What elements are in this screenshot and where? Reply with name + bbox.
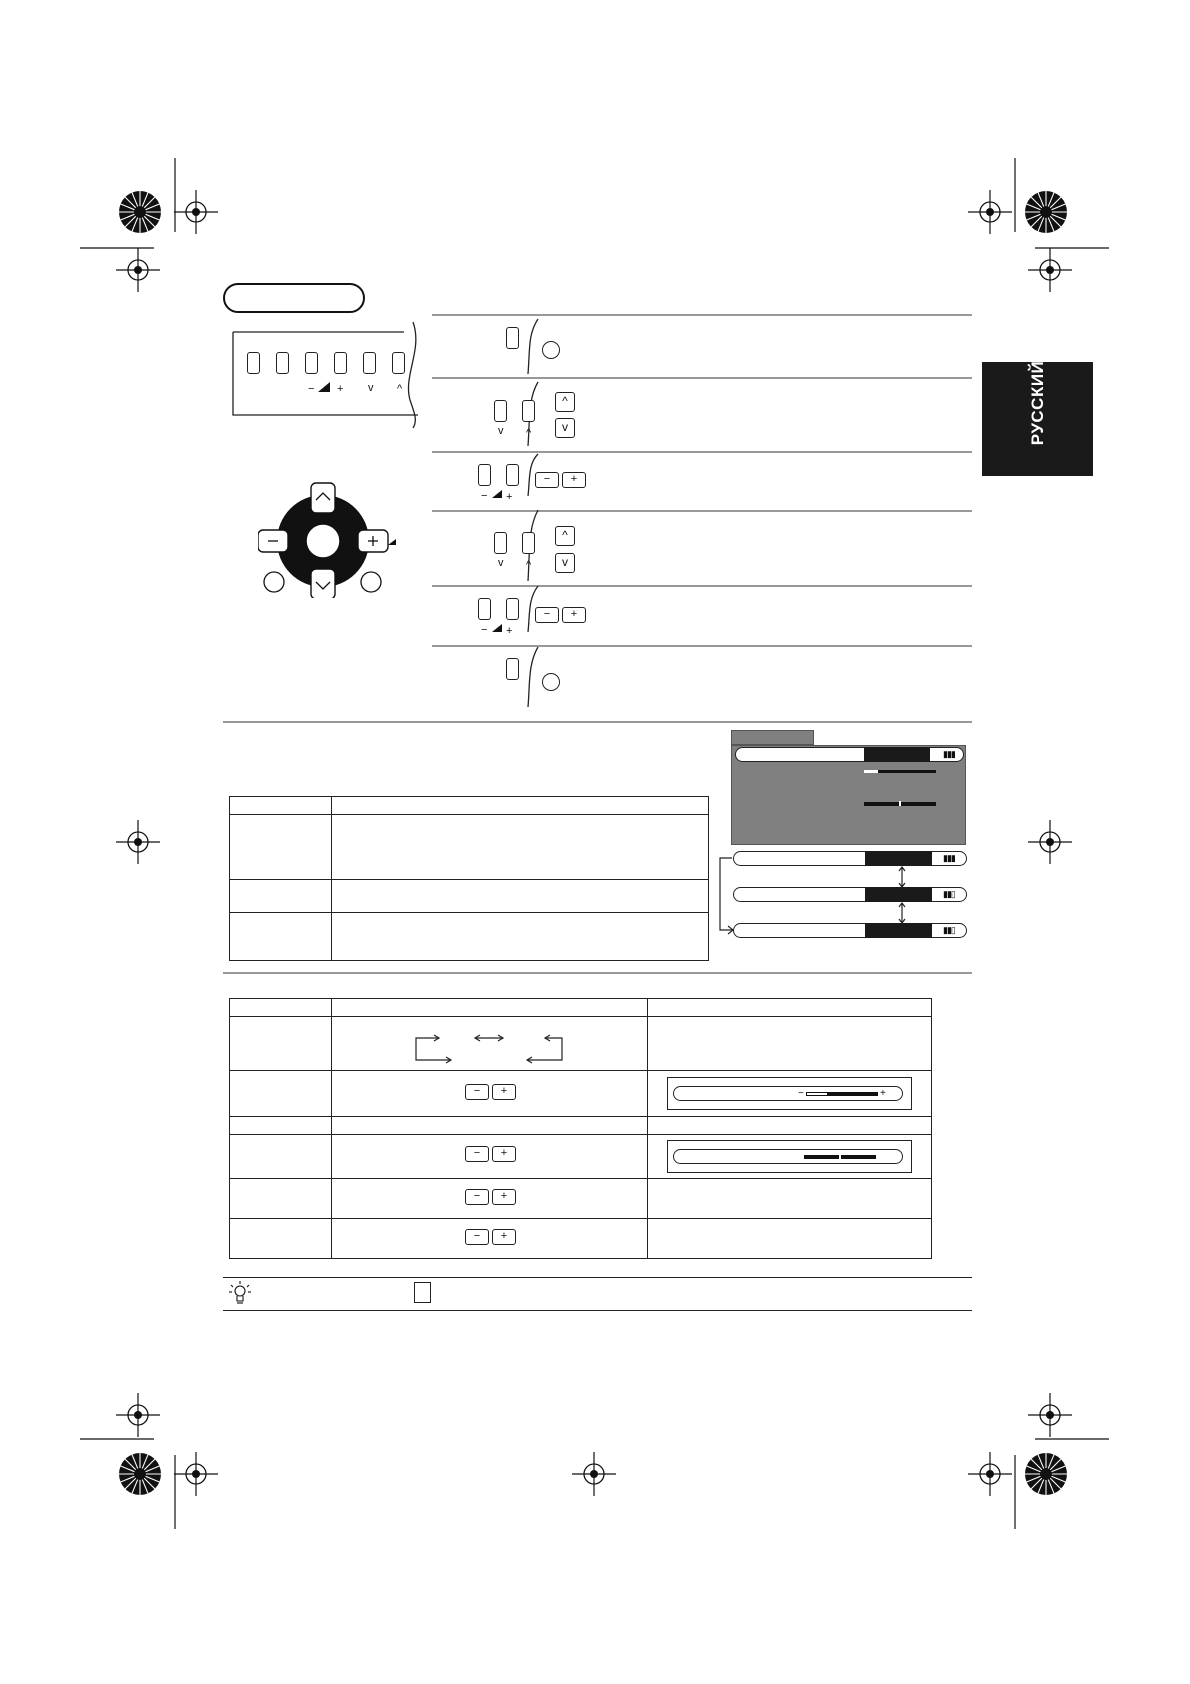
lightbulb-tip-icon: [227, 1279, 253, 1309]
slider-preview-1-minus: −: [798, 1088, 804, 1099]
settings-row5-minus-button[interactable]: −: [465, 1189, 489, 1205]
step5-volume-plus-button[interactable]: [506, 598, 519, 620]
mode-cycle-arrows: [712, 850, 912, 942]
settings-row6-plus-button[interactable]: +: [492, 1229, 516, 1245]
settings-cell: [332, 1071, 648, 1117]
direction-pad-icon: [258, 478, 398, 598]
slider-preview-1: [667, 1077, 912, 1110]
settings-header-col3: [648, 999, 932, 1017]
osd-menu-selected-value: [864, 747, 930, 762]
tv-front-panel: [228, 320, 428, 430]
step-divider-3: [432, 451, 972, 453]
mode-table-header-col2: [332, 797, 709, 815]
settings-row6-minus-button[interactable]: −: [465, 1229, 489, 1245]
tip-top-rule: [223, 1277, 972, 1278]
language-tab-label: РУССКИЙ: [1028, 360, 1047, 446]
panel-button-1[interactable]: [247, 352, 260, 374]
step3-plus-label: +: [506, 491, 513, 503]
volume-wedge-icon: [318, 382, 330, 392]
step5-remote-minus-button[interactable]: −: [535, 607, 559, 623]
settings-header-col1: [230, 999, 332, 1017]
settings-cell: [648, 1179, 932, 1219]
mode-table: [229, 796, 709, 961]
settings-cell: [648, 1017, 932, 1071]
step3-remote-minus-button[interactable]: −: [535, 472, 559, 488]
osd-indicator-icon: ▮▮▯: [943, 889, 955, 899]
panel-minus-label: −: [308, 383, 315, 395]
step4-down-label: v: [498, 557, 504, 569]
mode-table-cell: [230, 913, 332, 961]
settings-row4-minus-button[interactable]: −: [465, 1146, 489, 1162]
step4-remote-down-button[interactable]: v: [555, 553, 575, 573]
panel-button-volume-minus[interactable]: [334, 352, 347, 374]
settings-cell: [332, 1219, 648, 1259]
step-divider-5: [432, 585, 972, 587]
slider-preview-2-track: [804, 1155, 876, 1159]
step4-up-label: ^: [526, 559, 532, 571]
settings-row2-minus-button[interactable]: −: [465, 1084, 489, 1100]
step-divider-1: [432, 314, 972, 316]
step5-minus-label: −: [481, 624, 488, 636]
language-tab: [982, 362, 1093, 476]
step3-remote-plus-button[interactable]: +: [562, 472, 586, 488]
step5-volume-minus-button[interactable]: [478, 598, 491, 620]
panel-button-2[interactable]: [276, 352, 289, 374]
settings-cell: [230, 1071, 332, 1117]
panel-button-channel-up[interactable]: [392, 352, 405, 374]
settings-row4-plus-button[interactable]: +: [492, 1146, 516, 1162]
settings-header-col2: [332, 999, 648, 1017]
settings-cell: [230, 1179, 332, 1219]
step6-tv-button[interactable]: [506, 658, 519, 680]
step4-remote-up-button[interactable]: ^: [555, 526, 575, 546]
panel-down-label: v: [368, 382, 374, 394]
step-divider-2: [432, 377, 972, 379]
step4-channel-down-button[interactable]: [494, 532, 507, 554]
tip-bottom-rule: [223, 1310, 972, 1311]
settings-row2-plus-button[interactable]: +: [492, 1084, 516, 1100]
step1-remote-button[interactable]: [542, 341, 560, 359]
mode-table-cell: [332, 815, 709, 880]
slider-preview-1-plus: +: [880, 1088, 886, 1099]
settings-cell: [332, 1117, 648, 1135]
section-title-pill: [223, 283, 365, 313]
mode-table-header-col1: [230, 797, 332, 815]
settings-cell: [648, 1219, 932, 1259]
step3-volume-plus-button[interactable]: [506, 464, 519, 486]
osd-slider-1: [864, 770, 936, 773]
step-divider-6: [432, 645, 972, 647]
osd-menu-panel: [731, 745, 966, 845]
step6-remote-button[interactable]: [542, 673, 560, 691]
panel-button-channel-down[interactable]: [363, 352, 376, 374]
settings-cell: [332, 1179, 648, 1219]
osd-indicator-icon: ▮▮▮: [943, 749, 955, 759]
section-divider-middle: [223, 721, 972, 723]
panel-up-label: ^: [397, 383, 403, 395]
step-separator-curves: [520, 314, 560, 714]
panel-button-3[interactable]: [305, 352, 318, 374]
osd-indicator-icon: ▮▮▮: [943, 853, 955, 863]
step-divider-4: [432, 510, 972, 512]
step3-minus-label: −: [481, 490, 488, 502]
slider-preview-2: [667, 1140, 912, 1173]
slider-preview-1-track: [806, 1092, 878, 1096]
settings-cell: [648, 1117, 932, 1135]
mode-table-cell: [332, 913, 709, 961]
step2-up-label: ^: [526, 427, 532, 439]
step1-tv-button[interactable]: [506, 327, 519, 349]
mode-table-cell: [230, 815, 332, 880]
osd-menu-tab: [731, 730, 814, 745]
volume-wedge-icon: [492, 624, 502, 632]
step2-channel-down-button[interactable]: [494, 400, 507, 422]
section-divider-lower: [223, 972, 972, 974]
settings-table: [229, 998, 932, 1259]
step5-plus-label: +: [506, 625, 513, 637]
settings-cycle-arrows: [410, 1030, 580, 1066]
mode-table-cell: [332, 880, 709, 913]
settings-row5-plus-button[interactable]: +: [492, 1189, 516, 1205]
step2-down-label: v: [498, 425, 504, 437]
mode-table-cell: [230, 880, 332, 913]
osd-slider-2: [864, 802, 936, 806]
step3-volume-minus-button[interactable]: [478, 464, 491, 486]
step5-remote-plus-button[interactable]: +: [562, 607, 586, 623]
step2-remote-down-button[interactable]: v: [555, 418, 575, 438]
step4-channel-up-button[interactable]: [522, 532, 535, 554]
panel-plus-label: +: [337, 383, 344, 395]
settings-cell: [230, 1017, 332, 1071]
settings-cell: [230, 1117, 332, 1135]
settings-cell: [230, 1219, 332, 1259]
volume-wedge-icon: [492, 490, 502, 498]
step2-channel-up-button[interactable]: [522, 400, 535, 422]
settings-cell: [230, 1135, 332, 1179]
osd-indicator-icon: ▮▮▯: [943, 925, 955, 935]
tip-key-box: [414, 1282, 431, 1303]
settings-cell: [332, 1135, 648, 1179]
step2-remote-up-button[interactable]: ^: [555, 392, 575, 412]
